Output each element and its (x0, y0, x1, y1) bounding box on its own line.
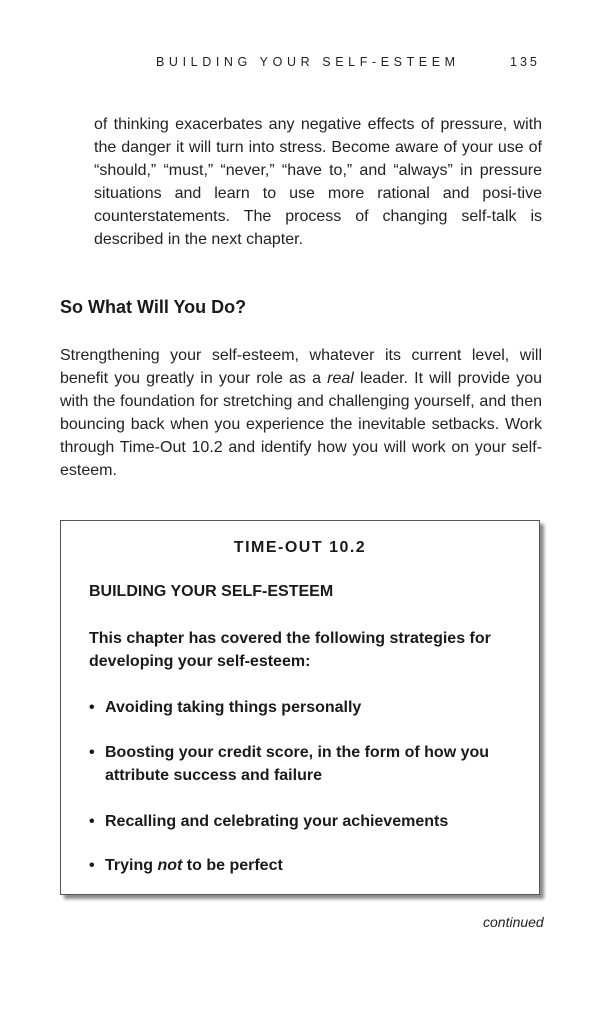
list-item (89, 696, 509, 719)
list-item-text-end: to be perfect (182, 857, 283, 874)
list-item (89, 854, 509, 877)
section-heading: So What Will You Do? (60, 297, 247, 317)
list-item (89, 741, 509, 787)
list-item-text: Avoiding taking things personally (105, 699, 362, 716)
paragraph-text-start: Strengthening your self-esteem, whatever its current level, will benefit you greatly in your role as a (60, 347, 542, 387)
list-item-italic-word: not (157, 857, 183, 874)
paragraph-italic-word: real (327, 370, 354, 387)
list-item-text: Recalling and celebrating your achievements (105, 813, 449, 830)
timeout-box (60, 520, 540, 895)
continued-note: continued (483, 914, 544, 930)
bullet-icon: • (89, 744, 95, 761)
bullet-icon: • (89, 813, 95, 830)
page-number: 135 (510, 55, 540, 69)
timeout-label: TIME-OUT 10.2 (233, 539, 367, 556)
list-item-text-start: Trying (105, 857, 158, 874)
intro-paragraph: of thinking exacerbates any negative effects of pressure, with the danger it will turn into stress. Become aware of your use of “should,” “must,” “never,” “have to,” and “always” in pressure situations and learn to use more rational and posi-tive counterstatements. The process of changing self-talk is described in the next chapter. (94, 116, 542, 248)
section-paragraph (60, 344, 542, 482)
list-item (89, 810, 509, 833)
running-header (0, 55, 600, 75)
timeout-subtitle: BUILDING YOUR SELF-ESTEEM (89, 583, 334, 600)
paragraph-text-end: leader. It will provide you with the foundation for stretching and challenging yourself, and then bouncing back when you experience the inevitable setbacks. Work through Time-Out 10.2 and identify how you will work on your self-esteem. (60, 370, 542, 479)
list-item-text: Boosting your credit score, in the form of how you attribute success and failure (105, 744, 490, 784)
running-title: BUILDING YOUR SELF-ESTEEM (156, 55, 460, 69)
timeout-intro: This chapter has covered the following strategies for developing your self-esteem: (89, 630, 491, 670)
bullet-icon: • (89, 857, 95, 874)
bullet-icon: • (89, 699, 95, 716)
